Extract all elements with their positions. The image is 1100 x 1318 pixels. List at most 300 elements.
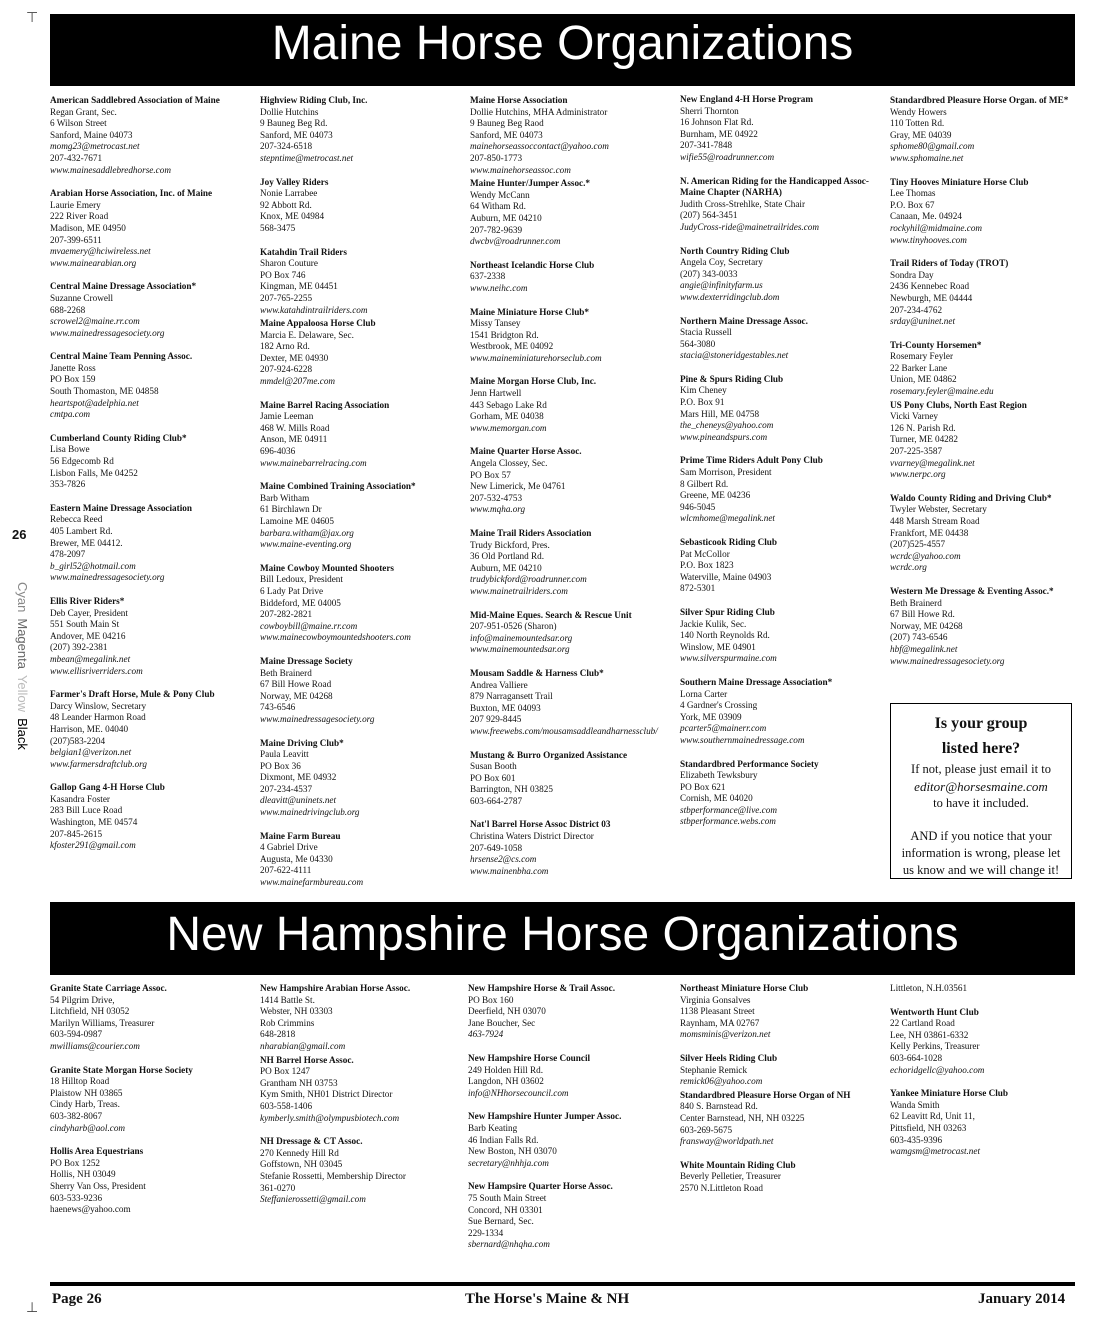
org-detail: Nonie Larrabee: [260, 188, 318, 199]
org-detail: Stefanie Rossetti, Membership Director: [260, 1170, 406, 1181]
org-name: Mid-Maine Eques. Search & Rescue Unit: [470, 609, 632, 620]
org-entry: [680, 1053, 880, 1088]
org-detail: 2570 N.Littleton Road: [680, 1182, 763, 1193]
org-detail: P.O. Box 67: [890, 199, 935, 210]
org-detail: Andrea Valliere: [470, 679, 528, 690]
org-detail: 603-382-8067: [50, 1110, 103, 1121]
org-detail: Sharon Couture: [260, 258, 318, 269]
crop-mark-bottom: ⊥: [26, 1300, 39, 1316]
org-detail: 946-5045: [680, 501, 716, 512]
org-contact-link[interactable]: www.mainecowboymountedshooters.com: [260, 632, 411, 643]
org-detail: Dixmont, ME 04932: [260, 772, 337, 783]
maine-column-2: [260, 95, 460, 901]
org-contact-link[interactable]: info@mainemountedsar.org: [470, 632, 573, 643]
org-detail: (207) 392-2381: [50, 642, 108, 653]
org-contact-link[interactable]: cindyharb@aol.com: [50, 1122, 126, 1133]
maine-column-1: [50, 95, 250, 864]
org-entry: [50, 1146, 250, 1216]
org-name: New Hampshire Horse & Trail Assoc.: [468, 983, 615, 993]
org-detail: Dexter, ME 04930: [260, 352, 329, 363]
org-entry: [890, 177, 1090, 247]
org-contact-link[interactable]: mbean@megalink.net: [50, 653, 131, 664]
org-name: Maine Combined Training Association*: [260, 481, 416, 492]
org-detail: 6 Wilson Street: [50, 118, 107, 129]
org-contact-link[interactable]: heartspot@adelphia.net: [50, 397, 139, 408]
org-detail: 207-924-6228: [260, 364, 313, 375]
org-detail: Norway, ME 04268: [260, 690, 333, 701]
org-contact-link[interactable]: 463-7924: [468, 1029, 504, 1040]
org-detail: (207) 564-3451: [680, 210, 738, 221]
org-entry: [260, 738, 460, 819]
org-detail: Jackie Kulik, Sec.: [680, 618, 747, 629]
org-detail: Sanford, Maine 04073: [50, 129, 133, 140]
org-contact-link[interactable]: rockyhil@midmaine.com: [890, 222, 983, 233]
org-entry: [260, 177, 460, 235]
org-contact-link[interactable]: www.silverspurmaine.com: [680, 653, 777, 664]
org-contact-link[interactable]: wifie55@roadrunner.com: [680, 151, 775, 162]
org-name: White Mountain Riding Club: [680, 1159, 796, 1170]
org-detail: Knox, ME 04984: [260, 211, 325, 222]
org-contact-link[interactable]: echoridgellc@yahoo.com: [890, 1064, 985, 1075]
org-name: New England 4-H Horse Program: [680, 94, 814, 104]
org-name: Maine Quarter Horse Assoc.: [470, 446, 582, 457]
org-detail: Judith Cross-Strehlke, State Chair: [680, 198, 806, 209]
org-contact-link[interactable]: mainehorseassoccontact@yahoo.com: [470, 141, 609, 152]
org-contact-link[interactable]: kymberly.smith@olympusbiotech.com: [260, 1112, 400, 1123]
org-detail: 4 Gabriel Drive: [260, 842, 318, 853]
org-detail: 22 Barker Lane: [890, 362, 948, 373]
org-entry: [470, 446, 670, 516]
org-detail: Dollie Hutchins: [260, 106, 319, 117]
org-name: Northern Maine Dressage Assoc.: [680, 315, 808, 326]
org-name: Wentworth Hunt Club: [890, 1006, 979, 1017]
org-contact-link[interactable]: wlcmhome@megalink.net: [680, 513, 775, 524]
org-entry: [468, 983, 668, 1041]
nh-column-3: [468, 983, 668, 1263]
listing-callout-box: [890, 703, 1072, 879]
org-entry: [680, 1160, 880, 1195]
org-contact-link[interactable]: remick06@yahoo.com: [680, 1076, 763, 1087]
org-contact-link[interactable]: pcarter5@mainerr.com: [680, 723, 767, 734]
org-detail: 207-845-2615: [50, 828, 103, 839]
org-detail: PO Box 621: [680, 781, 726, 792]
org-contact-link[interactable]: www.mainetrailriders.com: [470, 585, 568, 596]
org-contact-link[interactable]: www.southernmainedressage.com: [680, 734, 805, 745]
org-detail: Concord, NH 03301: [468, 1204, 543, 1215]
maine-column-3: [470, 95, 670, 889]
org-contact-link[interactable]: www.mainebarrelracing.com: [260, 457, 367, 468]
callout-heading-2: listed here?: [941, 740, 1021, 757]
org-contact-link[interactable]: dleavitt@uninets.net: [260, 795, 337, 806]
org-entry: [680, 1090, 880, 1148]
org-name: Silver Heels Riding Club: [680, 1052, 778, 1063]
org-entry: [680, 983, 880, 1041]
org-detail: 67 Bill Howe Rd.: [890, 609, 955, 620]
org-name: Maine Horse Association: [470, 95, 568, 105]
org-detail: 478-2097: [50, 549, 86, 560]
org-name: Prime Time Riders Adult Pony Club: [680, 455, 823, 466]
org-name: Tri-County Horsemen*: [890, 339, 982, 350]
org-entry: [470, 260, 670, 295]
org-contact-link[interactable]: www.katahdintrailriders.com: [260, 304, 368, 315]
org-detail: 48 Leander Harmon Road: [50, 712, 146, 723]
org-contact-link[interactable]: trudybickford@roadrunner.com: [470, 574, 587, 585]
org-contact-link[interactable]: kfoster291@gmail.com: [50, 840, 136, 851]
org-entry: [50, 596, 250, 677]
org-contact-link[interactable]: www.farmersdraftclub.org: [50, 758, 147, 769]
org-detail: Vicki Varney: [890, 411, 939, 422]
org-contact-link[interactable]: wcrdc@yahoo.com: [890, 550, 961, 561]
org-contact-link[interactable]: hrsense2@cs.com: [470, 854, 537, 865]
org-entry: [470, 610, 670, 656]
org-name: Joy Valley Riders: [260, 176, 329, 187]
footer-page-number: Page 26: [52, 1291, 102, 1307]
org-entry: [260, 656, 460, 726]
org-detail: 126 N. Parish Rd.: [890, 422, 956, 433]
org-entry: [260, 1055, 460, 1125]
org-name: Silver Spur Riding Club: [680, 606, 775, 617]
org-detail: 696-4036: [260, 446, 296, 457]
org-detail: Sanford, ME 04073: [470, 129, 543, 140]
org-detail: Barrington, NH 03825: [470, 784, 553, 795]
org-contact-link[interactable]: sbernard@nhqha.com: [468, 1239, 550, 1250]
org-detail: 443 Sebago Lake Rd: [470, 399, 547, 410]
org-name: Katahdin Trail Riders: [260, 246, 347, 257]
nh-column-2: [260, 983, 460, 1218]
org-entry: [260, 983, 460, 1053]
callout-text-2: to have it included.: [933, 796, 1029, 810]
org-contact-link[interactable]: nharabian@gmail.com: [260, 1040, 346, 1051]
org-entry: [50, 689, 250, 770]
org-detail: 551 South Main St: [50, 619, 120, 630]
org-detail: 637-2338: [470, 271, 506, 282]
org-detail: 6 Lady Pat Drive: [260, 585, 324, 596]
org-detail: 207-225-3587: [890, 446, 943, 457]
org-contact-link[interactable]: www.mqha.org: [470, 504, 526, 515]
org-entry: [50, 782, 250, 852]
org-contact-link[interactable]: stbperformance.webs.com: [680, 816, 776, 827]
org-contact-link[interactable]: www.mainedressagesociety.org: [50, 327, 165, 338]
org-contact-link[interactable]: www.mainedrivingclub.org: [260, 807, 360, 818]
org-detail: Dollie Hutchins, MHA Administrator: [470, 106, 608, 117]
org-detail: Raynham, MA 02767: [680, 1017, 760, 1028]
org-detail: 207-432-7671: [50, 152, 103, 163]
org-detail: Deerfield, NH 03070: [468, 1006, 546, 1017]
org-detail: 207-324-6518: [260, 141, 313, 152]
org-entry: [680, 759, 880, 829]
org-entry: [470, 95, 670, 176]
org-contact-link[interactable]: stacia@stoneridgestables.net: [680, 350, 789, 361]
color-label-magenta: Magenta: [15, 618, 30, 669]
org-detail: Lisbon Falls, Me 04252: [50, 467, 138, 478]
org-contact-link[interactable]: srday@uninet.net: [890, 316, 956, 327]
org-contact-link[interactable]: rosemary.feyler@maine.edu: [890, 386, 994, 397]
org-detail: Union, ME 04862: [890, 374, 957, 385]
org-detail: Wanda Smith: [890, 1099, 940, 1110]
org-entry: [470, 376, 670, 434]
org-detail: 249 Holden Hill Rd.: [468, 1064, 544, 1075]
org-contact-link[interactable]: Steffanierossetti@gmail.com: [260, 1194, 366, 1205]
org-contact-link[interactable]: www.mainedressagesociety.org: [260, 713, 375, 724]
org-detail: 603-558-1406: [260, 1100, 313, 1111]
org-detail: 879 Narragansett Trail: [470, 691, 553, 702]
org-detail: New Boston, NH 03070: [468, 1146, 557, 1157]
org-detail: Kingman, ME 04451: [260, 281, 338, 292]
org-detail: 603-594-0987: [50, 1029, 103, 1040]
org-contact-link[interactable]: info@NHhorsecouncil.com: [468, 1087, 569, 1098]
org-detail: 1138 Pleasant Street: [680, 1006, 755, 1017]
org-detail: 603-533-9236: [50, 1192, 103, 1203]
org-detail: Janette Ross: [50, 362, 96, 373]
org-contact-link[interactable]: www.dexterridingclub.dom: [680, 291, 780, 302]
org-entry: [680, 176, 880, 234]
org-contact-link[interactable]: www.ellisriverriders.com: [50, 665, 143, 676]
org-detail: 207-532-4753: [470, 492, 523, 503]
org-entry: [470, 668, 670, 738]
org-name: Tiny Hooves Miniature Horse Club: [890, 176, 1029, 187]
org-detail: 207-282-2821: [260, 609, 313, 620]
org-detail: 207-649-1058: [470, 842, 523, 853]
org-contact-link[interactable]: angie@infinityfarm.us: [680, 280, 763, 291]
org-detail: Grantham NH 03753: [260, 1077, 338, 1088]
org-detail: Rob Crimmins: [260, 1017, 315, 1028]
org-contact-link[interactable]: www.maineminiaturehorseclub.com: [470, 352, 602, 363]
org-name: Maine Hunter/Jumper Assoc.*: [470, 178, 591, 189]
org-entry: [50, 281, 250, 339]
org-contact-link[interactable]: mwilliams@courier.com: [50, 1040, 140, 1051]
org-contact-link[interactable]: vvarney@megalink.net: [890, 457, 975, 468]
org-detail: Stephanie Remick: [680, 1064, 748, 1075]
org-detail: Sondra Day: [890, 269, 934, 280]
org-detail: 207-341-7848: [680, 140, 733, 151]
org-contact-link[interactable]: www.mainesaddlebredhorse.com: [50, 164, 171, 175]
org-detail: 603-269-5675: [680, 1124, 733, 1135]
org-contact-link[interactable]: scrowel2@maine.rr.com: [50, 316, 140, 327]
org-name: US Pony Clubs, North East Region: [890, 399, 1027, 410]
org-detail: 22 Cartland Road: [890, 1018, 955, 1029]
org-entry: [468, 1053, 668, 1099]
org-entry: [260, 481, 460, 551]
org-detail: 229-1334: [468, 1227, 504, 1238]
org-detail: Lorna Carter: [680, 688, 728, 699]
callout-heading-1: Is your group: [934, 715, 1028, 732]
org-name: Gallop Gang 4-H Horse Club: [50, 782, 165, 793]
org-contact-link[interactable]: secretary@nhhja.com: [468, 1157, 549, 1168]
color-registration-bar: [15, 582, 30, 750]
org-entry: [470, 178, 670, 248]
org-detail: Laurie Emery: [50, 199, 101, 210]
org-detail: Kelly Perkins, Treasurer: [890, 1041, 980, 1052]
org-contact-link[interactable]: wcrdc.org: [890, 562, 927, 573]
org-contact-link[interactable]: belgian1@verizon.net: [50, 747, 132, 758]
org-detail: Missy Tansey: [470, 318, 521, 329]
org-entry: [680, 537, 880, 595]
org-contact-link[interactable]: www.neihc.com: [470, 282, 528, 293]
org-contact-link[interactable]: mmdel@207me.com: [260, 376, 336, 387]
org-contact-link[interactable]: stbperformance@live.com: [680, 804, 777, 815]
org-name: Maine Driving Club*: [260, 737, 344, 748]
org-contact-link[interactable]: www.mainedressagesociety.org: [890, 655, 1005, 666]
org-detail: 361-0270: [260, 1182, 296, 1193]
org-name: Northeast Miniature Horse Club: [680, 983, 809, 993]
org-contact-link[interactable]: www.mainefarmbureau.com: [260, 877, 364, 888]
org-detail: Waterville, Maine 04903: [680, 571, 772, 582]
org-detail: 9 Bauneg Beg Raod: [470, 118, 544, 129]
org-contact-link[interactable]: www.mainearabian.org: [50, 257, 137, 268]
org-entry: [260, 400, 460, 470]
org-contact-link[interactable]: hbf@megalink.net: [890, 643, 958, 654]
org-detail: Angela Coy, Secretary: [680, 257, 763, 268]
footer-issue-date: January 2014: [978, 1291, 1066, 1307]
org-detail: Frankfort, ME 04438: [890, 527, 969, 538]
org-contact-link[interactable]: b_girl52@hotmail.com: [50, 560, 136, 571]
crop-mark-top: ⊤: [26, 10, 39, 26]
org-name: Central Maine Team Penning Assoc.: [50, 351, 193, 362]
nh-column-1: [50, 983, 250, 1228]
org-detail: Jane Boucher, Sec: [468, 1017, 536, 1028]
color-label-yellow: Yellow: [15, 674, 30, 713]
org-contact-link[interactable]: www.tinyhooves.com: [890, 234, 967, 245]
org-detail: 207-850-1773: [470, 152, 523, 163]
org-detail: 1541 Bridgton Rd.: [470, 329, 539, 340]
org-contact-link[interactable]: www.pineandspurs.com: [680, 431, 768, 442]
org-detail: 468 W. Mills Road: [260, 422, 330, 433]
org-detail: Kim Cheney: [680, 385, 727, 396]
org-name: Hollis Area Equestrians: [50, 1146, 144, 1157]
org-contact-link[interactable]: cowboybill@maine.rr.com: [260, 620, 358, 631]
org-detail: York, ME 03909: [680, 711, 742, 722]
org-detail: (207) 743-6546: [890, 632, 948, 643]
callout-text-5: us know and we will change it!: [902, 863, 1060, 877]
org-contact-link[interactable]: dwcbv@roadrunner.com: [470, 236, 561, 247]
org-detail: Harrison, ME. 04040: [50, 723, 129, 734]
org-detail: 603-435-9396: [890, 1134, 943, 1145]
org-entry: [890, 400, 1090, 481]
org-entry: [680, 94, 880, 164]
org-detail: Beth Brainerd: [890, 597, 942, 608]
org-contact-link[interactable]: www.sphomaine.net: [890, 152, 964, 163]
org-detail: 18 Hilltop Road: [50, 1076, 110, 1087]
org-detail: PO Box 159: [50, 374, 96, 385]
callout-text-4: information is wrong, please let: [901, 846, 1061, 860]
org-detail: 56 Edgecomb Rd: [50, 456, 114, 467]
color-label-black: Black: [15, 718, 30, 750]
color-label-cyan: Cyan: [15, 582, 30, 613]
org-name: Granite State Morgan Horse Society: [50, 1064, 193, 1075]
org-detail: Trudy Bickford, Pres.: [470, 539, 550, 550]
org-detail: Barb Witham: [260, 492, 310, 503]
org-contact-link[interactable]: momsminis@verizon.net: [680, 1029, 771, 1040]
org-entry: [260, 247, 460, 317]
org-detail: 603-664-1028: [890, 1052, 943, 1063]
org-detail: 75 South Main Street: [468, 1192, 547, 1203]
org-detail: Twyler Webster, Secretary: [890, 504, 987, 515]
org-name: NH Barrel Horse Assoc.: [260, 1054, 354, 1065]
callout-email-link[interactable]: editor@horsesmaine.com: [914, 779, 1048, 794]
nh-column-5: [890, 983, 1090, 1170]
org-contact-link[interactable]: barbara.witham@jax.org: [260, 527, 354, 538]
org-contact-link[interactable]: www.mainenbha.com: [470, 865, 549, 876]
org-entry: [50, 95, 250, 176]
org-contact-link[interactable]: stepntime@metrocast.net: [260, 152, 354, 163]
org-entry: [890, 340, 1090, 398]
org-name: New Hampsire Quarter Horse Assoc.: [468, 1181, 613, 1192]
org-entry: [260, 563, 460, 644]
org-name: Maine Morgan Horse Club, Inc.: [470, 376, 597, 387]
org-contact-link[interactable]: the_cheneys@yahoo.com: [680, 420, 774, 431]
org-contact-link[interactable]: fransway@worldpath.net: [680, 1136, 774, 1147]
org-entry: [260, 95, 460, 165]
org-entry: [890, 95, 1090, 165]
org-name: Standardbred Pleasure Horse Organ. of ME*: [890, 95, 1069, 105]
org-detail: Sue Bernard, Sec.: [468, 1216, 534, 1227]
org-name: New Hampshire Hunter Jumper Assoc.: [468, 1111, 622, 1122]
org-contact-link[interactable]: www.mainemountedsar.org: [470, 644, 570, 655]
org-detail: Wendy Howers: [890, 106, 947, 117]
org-contact-link[interactable]: JudyCross-ride@mainetrailrides.com: [680, 221, 820, 232]
org-contact-link[interactable]: www.nerpc.org: [890, 469, 946, 480]
org-detail: 353-7826: [50, 479, 86, 490]
org-contact-link[interactable]: momg23@metrocast.net: [50, 141, 140, 152]
org-name: Highview Riding Club, Inc.: [260, 95, 368, 105]
org-detail: PO Box 601: [470, 772, 516, 783]
org-detail: Augusta, Me 04330: [260, 853, 333, 864]
footer-rule: [50, 1282, 1075, 1286]
org-detail: Lisa Bowe: [50, 444, 90, 455]
org-detail: Rosemary Feyler: [890, 351, 954, 362]
org-detail: Deb Cayer, President: [50, 607, 128, 618]
org-detail: Sam Morrison, President: [680, 467, 772, 478]
org-contact-link[interactable]: cmtpa.com: [50, 409, 91, 420]
org-contact-link[interactable]: www.mainedressagesociety.org: [50, 572, 165, 583]
org-detail: 568-3475: [260, 222, 296, 233]
org-entry: [890, 493, 1090, 574]
org-contact-link[interactable]: mvaemery@hciwireless.net: [50, 246, 151, 257]
org-contact-link[interactable]: www.memorgan.com: [470, 422, 547, 433]
org-name: Southern Maine Dressage Association*: [680, 676, 833, 687]
org-detail: Plaistow NH 03865: [50, 1087, 123, 1098]
org-detail: Rebecca Reed: [50, 514, 103, 525]
org-detail: 67 Bill Howe Road: [260, 679, 332, 690]
nh-section-title: New Hampshire Horse Organizations: [166, 908, 959, 961]
org-contact-link[interactable]: www.maine-eventing.org: [260, 539, 352, 550]
org-entry: [470, 307, 670, 365]
org-name: Maine Dressage Society: [260, 655, 353, 666]
org-detail: Paula Leavitt: [260, 749, 309, 760]
org-name: Maine Trail Riders Association: [470, 528, 592, 538]
org-name: New Hampshire Arabian Horse Assoc.: [260, 983, 411, 993]
org-entry: [680, 316, 880, 362]
org-entry: [260, 831, 460, 889]
org-detail: PO Box 1252: [50, 1157, 101, 1168]
org-detail: Lamoine ME 04605: [260, 516, 334, 526]
org-contact-link[interactable]: www.freewebs.com/mousamsaddleandharnessclub/: [470, 725, 658, 736]
org-contact-link[interactable]: www.mainehorseassoc.com: [470, 164, 571, 175]
org-contact-link[interactable]: sphome80@gmail.com: [890, 141, 975, 152]
org-entry: [680, 607, 880, 665]
org-name: Eastern Maine Dressage Association: [50, 502, 192, 513]
footer-publication-title: The Horse's Maine & NH: [465, 1291, 630, 1307]
org-detail: Barb Keating: [468, 1122, 518, 1133]
org-detail: 840 S. Barnstead Rd.: [680, 1101, 758, 1112]
org-detail: Marilyn Williams, Treasurer: [50, 1017, 155, 1028]
org-detail: PO Box 36: [260, 760, 301, 771]
org-entry: [50, 188, 250, 269]
org-detail: Regan Grant, Sec.: [50, 106, 117, 117]
org-detail: Cornish, ME 04020: [680, 793, 753, 804]
org-name: Maine Barrel Racing Association: [260, 399, 390, 410]
org-contact-link[interactable]: wamgsm@metrocast.net: [890, 1146, 981, 1157]
